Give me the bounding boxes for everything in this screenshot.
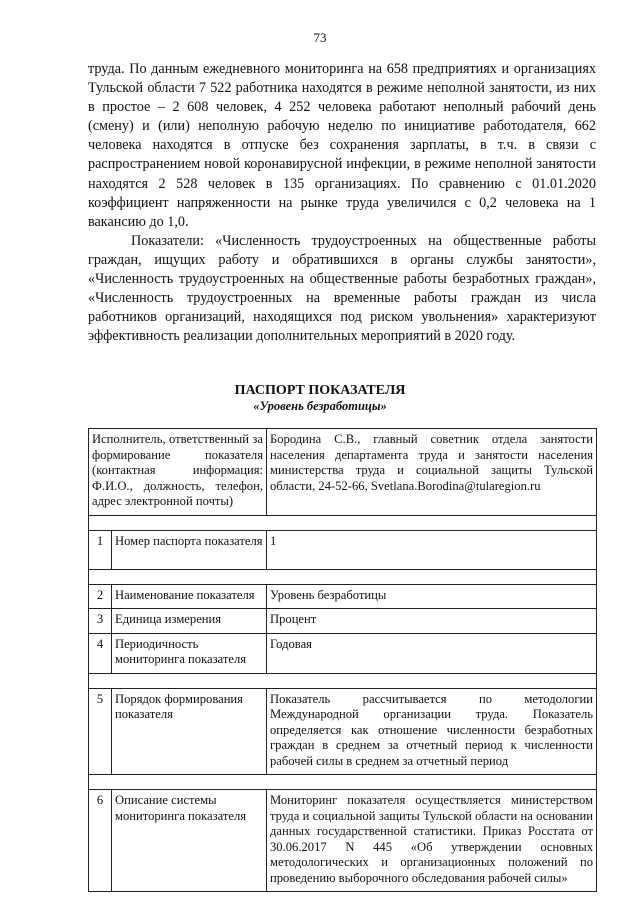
paragraph: труда. По данным ежедневного мониторинга на 658 предприятиях и организациях Тульской области 7 522 работника находятся в режиме неполной занятости, из них в простое – 2 608 человек, 4 252 человека работают неполный рабочий день (смену) и (или) неполную рабочую неделю по инициативе работодателя, 662 человека находятся в отпуске без сохранения зарплаты, в т.ч. в связи с распространением новой коронавирусной инфекции, в режиме неполной занятости находятся 2 528 человек в 135 организациях. По сравнению с 01.01.2020 коэффициент напряженности на рынке труда увеличился с 0,2 человека на 1 вакансию до 1,0. xyxy=(88,61,596,230)
table-cell-number: 2 xyxy=(89,584,112,609)
table-cell-number: 1 xyxy=(89,530,112,569)
table-cell-value: Процент xyxy=(267,609,597,634)
table-cell-label: Описание системы мониторинга показателя xyxy=(112,790,267,892)
table-cell-label: Номер паспорта показателя xyxy=(112,530,267,569)
table-cell-label: Порядок формирования показателя xyxy=(112,688,267,775)
table-cell-label: Исполнитель, ответственный за формирование показателя (контактная информация: Ф.И.О., должность, телефон, адрес электронной почты) xyxy=(89,429,267,516)
table-cell-value: Уровень безработицы xyxy=(267,584,597,609)
table-cell-number: 3 xyxy=(89,609,112,634)
table-cell-number: 6 xyxy=(89,790,112,892)
table-row xyxy=(89,790,597,892)
table-cell-value: 1 xyxy=(267,530,597,569)
table-cell-label: Периодичность мониторинга показателя xyxy=(112,633,267,673)
table-row xyxy=(89,633,597,673)
table-cell-number: 4 xyxy=(89,633,112,673)
table-cell-number: 5 xyxy=(89,688,112,775)
table-cell-value: Мониторинг показателя осуществляется министерством труда и социальной защиты Тульской области на основании данных государственной статистики. Приказ Росстата от 30.06.2017 N 445 «Об утверждении основных методологических и организационных положений по проведению выборочного обследования рабочей силы» xyxy=(267,790,597,892)
table-row xyxy=(89,584,597,609)
passport-subtitle: «Уровень безработицы» xyxy=(253,399,387,413)
table-cell-value: Бородина С.В., главный советник отдела занятости населения департамента труда и занятости населения министерства труда и социальной защиты Тульской области, 24-52-66, Svetlana.Borodina@tularegion.ru xyxy=(267,429,597,516)
paragraph: Показатели: «Численность трудоустроенных на общественные работы граждан, ищущих работу и обратившихся в органы службы занятости», «Численность трудоустроенных на общественные работы безработных граждан», «Численность трудоустроенных на временные работы граждан из числа работников организаций, находящихся под риском увольнения» характеризуют эффективность реализации дополнительных мероприятий в 2020 году. xyxy=(88,232,596,345)
table-cell-value: Годовая xyxy=(267,633,597,673)
table-row xyxy=(89,530,597,569)
table-row-spacer xyxy=(89,673,597,688)
table-row xyxy=(89,609,597,634)
table-cell-label: Наименование показателя xyxy=(112,584,267,609)
passport-heading xyxy=(0,383,640,414)
table-row-spacer xyxy=(89,775,597,790)
table-row xyxy=(89,688,597,775)
table-cell-label: Единица измерения xyxy=(112,609,267,634)
table-row-spacer xyxy=(89,569,597,584)
table-cell-value: Показатель рассчитывается по методологии Международной организации труда. Показатель определяется как отношение численности безработных граждан в среднем за отчетный период к численности рабочей силы в среднем за отчетный период xyxy=(267,688,597,775)
passport-table xyxy=(88,428,597,892)
page-number: 73 xyxy=(313,30,327,45)
table-row-header xyxy=(89,429,597,516)
body-text xyxy=(88,60,596,346)
table-row-spacer xyxy=(89,515,597,530)
passport-title: ПАСПОРТ ПОКАЗАТЕЛЯ xyxy=(234,383,406,398)
